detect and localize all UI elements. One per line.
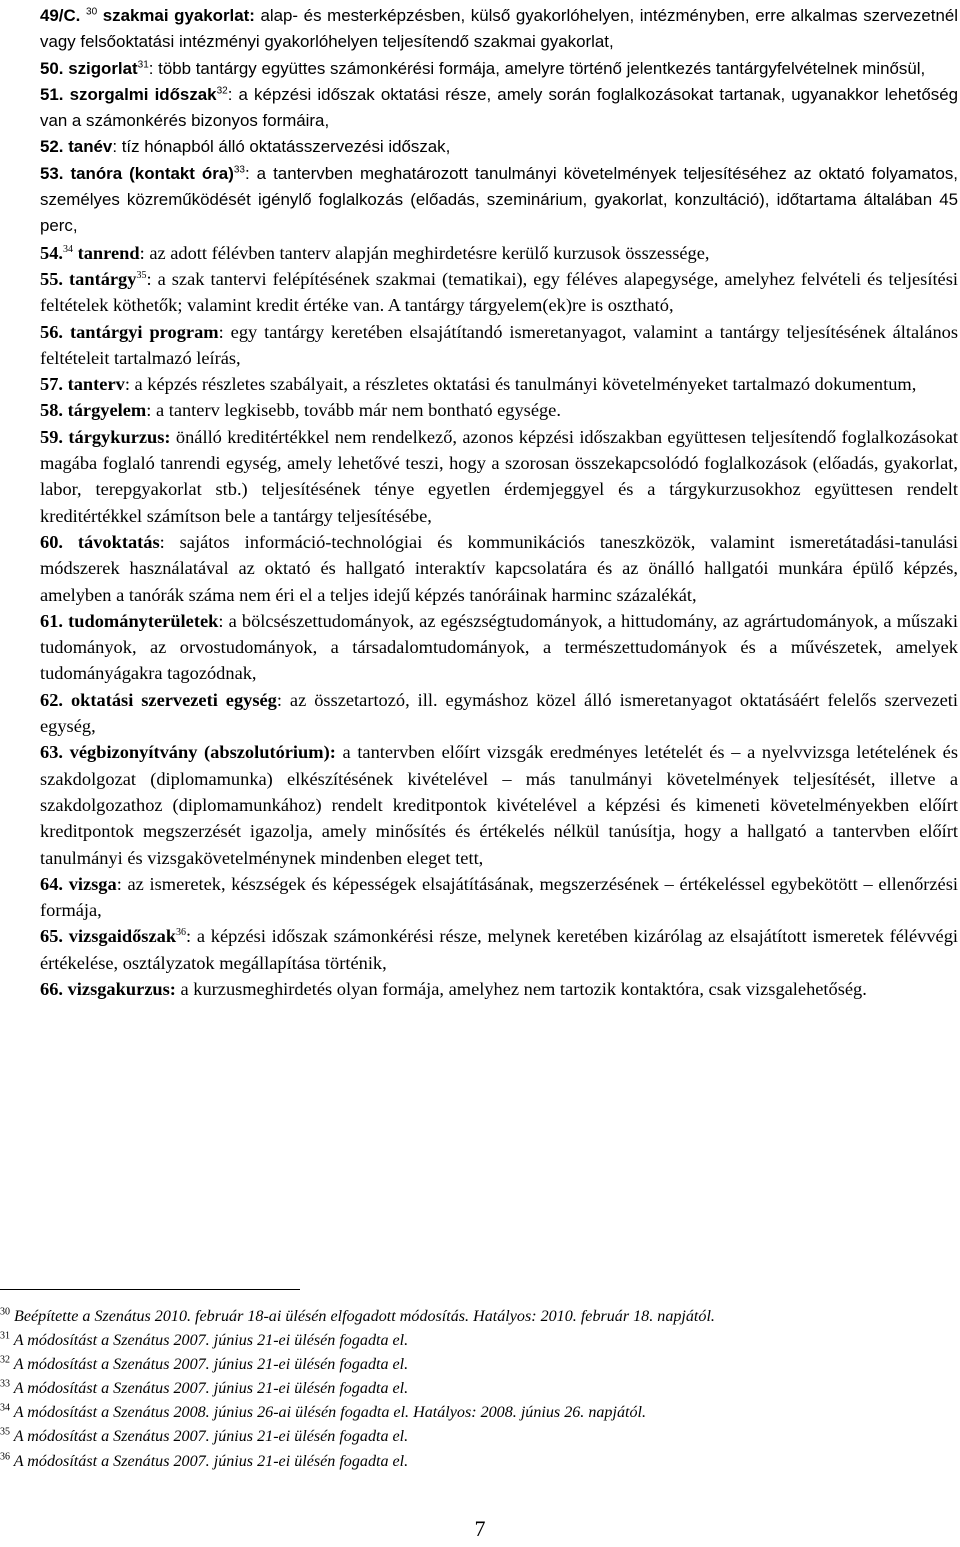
definition-entry [40,134,958,160]
footnote-ref: 36 [176,927,187,939]
definition-entry [40,161,958,240]
entry-number: 60. [40,531,63,552]
footnote-text: A módosítást a Szenátus 2007. június 21-ei ülésén fogadta el. [13,1380,409,1398]
entry-term: vizsgakurzus: [67,978,176,999]
footnote-text: A módosítást a Szenátus 2007. június 21-ei ülésén fogadta el. [13,1428,409,1446]
footnote-number: 30 [0,1306,10,1318]
entry-number: 52. [40,137,64,157]
entry-number: 51. [40,84,64,104]
footnote [0,1329,960,1353]
definition-entry [40,371,958,397]
footnote [0,1401,960,1425]
entry-text: : a bölcsészettudományok, az egészségtudományok, a hittudomány, az agrártudományok, a műszaki tudományok, az orvostudományok, a társadalomtudományok, a természettudományok és a művészetek, amelyek tudományágakra tagozódnak, [40,610,958,684]
footnote [0,1305,960,1329]
page-number: 7 [474,1516,486,1541]
entry-term: tárgyelem [67,400,147,421]
entry-text: a kurzusmeghirdetés olyan formája, amelyhez nem tartozik kontaktóra, csak vizsgalehetőség. [175,978,867,999]
definition-list [40,3,958,1002]
footnote-ref: 30 [86,6,98,18]
footnote-ref: 32 [216,85,228,97]
footnote-number: 31 [0,1330,10,1342]
entry-term: vizsga [68,873,117,894]
entry-term: tanrend [77,242,140,263]
footnote [0,1425,960,1449]
entry-text: : az összetartozó, ill. egymáshoz közel álló ismeretanyagot oktatásáért felelős szervezeti egység, [40,689,958,737]
entry-term: vizsgaidőszak [68,926,177,947]
entry-text: alap- és mesterképzésben, külső gyakorlóhelyen, intézményben, erre alkalmas szervezetnél vagy felsőoktatási intézményi gyakorlóhelyen teljesítendő szakmai gyakorlat, [40,6,959,52]
entry-text: : tíz hónapból álló oktatásszervezési időszak, [112,137,451,157]
entry-number: 66. [40,978,63,999]
entry-text: : a szak tantervi felépítésének szakmai (tematikai), egy féléves alapegysége, amelyhez felvételi és teljesítési feltételek köthetők; valamint kredit értéke van. A tantárgy tárgyelem(ek)re is osztható, [40,268,958,316]
footnote [0,1450,960,1474]
entry-number: 50. [40,58,64,78]
entry-term: szigorlat [68,58,138,78]
footnote-text: Beépítette a Szenátus 2010. február 18-ai ülésén elfogadott módosítás. Hatályos: 2010. február 18. napjától. [14,1308,715,1325]
entry-text: : az adott félévben tanterv alapján meghirdetésre kerülő kurzusok összessége, [139,242,710,263]
entry-text: : a képzés részletes szabályait, a részletes oktatási és tanulmányi követelményeket tartalmazó dokumentum, [124,374,917,395]
entry-term: oktatási szervezeti egység [70,689,277,710]
footnote-number: 35 [0,1427,10,1439]
entry-text: önálló kreditértékkel nem rendelkező, azonos képzési időszakban együttesen teljesítendő foglalkozásokat magába foglaló tanrendi egység, amely lehetővé teszi, hogy a szorosan összekapcsolódó foglalkozások (előadás, gyakorlat, labor, terepgyakorlat stb.) teljesítésének ténye egyetlen érdemjeggyel és a tárgykurzusokhoz együttesen rendelt kreditértékkel számítson bele a tantárgy teljesítésébe, [40,426,958,526]
definition-entry [40,687,958,740]
definition-entry [40,266,958,319]
footnote-separator [0,1289,300,1290]
definition-entry [40,3,958,56]
entry-number: 59. [40,426,63,447]
footnote [0,1377,960,1401]
definition-entry [40,424,958,529]
entry-number: 49/C. [40,6,81,25]
definition-entry [40,56,958,82]
entry-term: szakmai gyakorlat: [102,6,255,25]
definition-entry [40,82,958,135]
entry-text: : egy tantárgy keretében elsajátítandó ismeretanyagot, valamint a tantárgy teljesítésének általános feltételeit tartalmazó leírás, [40,321,958,368]
entry-term: tantárgyi program [69,321,219,342]
definition-entry [40,240,958,266]
entry-number: 64. [40,873,63,894]
entry-number: 55. [40,268,63,289]
entry-text: : sajátos információ-technológiai és kommunikációs taneszközök, valamint ismeretátadási-tanulási módszerek használatával az oktató és hallgató interaktív kapcsolatára és az önálló hallgatói munkára épülő képzés, amelyben a tanórák száma nem éri el a teljes idejű képzés tanóráinak harminc százalékát, [40,531,958,605]
entry-term: tanóra (kontakt óra) [70,163,234,183]
definition-entry [40,871,958,924]
definition-entry [40,976,958,1002]
footnote-number: 36 [0,1451,10,1463]
footnote-ref: 34 [63,243,73,255]
entry-term: tanév [68,137,113,157]
entry-number: 57. [40,374,63,395]
footnotes [0,1305,960,1474]
definition-entry [40,923,958,976]
entry-term: távoktatás [77,531,160,552]
entry-number: 61. [40,610,63,631]
definition-entry [40,319,958,372]
entry-text: : a képzési időszak számonkérési része, melynek keretében kizárólag az elsajátított ismeretek félévvégi értékelése, osztályzatok megállapítása történik, [40,926,958,973]
footnote-text: A módosítást a Szenátus 2007. június 21-ei ülésén fogadta el. [13,1332,409,1350]
entry-text: : az ismeretek, készségek és képességek elsajátításának, megszerzésének – értékeléssel egybekötött – ellenőrzési formája, [40,873,958,921]
entry-text: a tantervben előírt vizsgák eredményes letételét és – a nyelvvizsga letételének és szakdolgozat (diplomamunka) elkészítésének kivételével – más tanulmányi követelmények teljesítését, illetve a szakdolgozathoz (diplomamunkához) rendelt kreditpontok kivételével a képzési és kimeneti követelményekben előírt kreditpontok megszerzését igazolja, amely minősítés és értékelés nélkül tanúsítja, hogy a hallgató a tantervben előírt tanulmányi és vizsgakövetelménynek mindenben eleget tett, [40,742,959,868]
footnote-number: 34 [0,1403,10,1415]
footnote-ref: 33 [233,164,245,176]
entry-number: 53. [40,163,64,183]
footnote-number: 32 [0,1354,10,1366]
footnote-ref: 35 [136,269,147,281]
entry-term: végbizonyítvány (abszolutórium): [69,742,336,763]
definition-entry [40,529,958,608]
footnote-text: A módosítást a Szenátus 2007. június 21-ei ülésén fogadta el. [13,1452,409,1470]
entry-term: tantárgy [69,268,137,289]
entry-text: : több tantárgy együttes számonkérési formája, amelyre történő jelentkezés tantárgyfelvételnek minősül, [148,58,926,78]
entry-term: tudományterületek [68,610,219,631]
entry-term: szorgalmi időszak [69,84,217,104]
entry-number: 62. [40,689,63,710]
entry-text: : a képzési időszak oktatási része, amely során foglalkozásokat tartanak, ugyanakkor lehetőség van a számonkérés bizonyos formáira, [40,84,958,131]
entry-term: tárgykurzus: [68,426,171,447]
definition-entry [40,397,958,423]
footnote-ref: 31 [137,58,149,70]
footnote-number: 33 [0,1378,10,1390]
entry-term: tanterv [67,374,125,395]
entry-number: 58. [40,400,63,421]
entry-text: : a tantervben meghatározott tanulmányi követelmények teljesítéséhez az oktató folyamatos, személyes közreműködését igénylő foglalkozás (előadás, szeminárium, gyakorlat, konzultáció), időtartama általában 45 perc, [40,163,958,236]
footnote-text: A módosítást a Szenátus 2008. június 26-ai ülésén fogadta el. Hatályos: 2008. június 26. napjától. [13,1404,647,1422]
entry-number: 65. [40,926,63,947]
definition-entry [40,608,958,687]
footnote-text: A módosítást a Szenátus 2007. június 21-ei ülésén fogadta el. [13,1356,409,1374]
entry-number: 63. [40,742,63,763]
entry-text: : a tanterv legkisebb, tovább már nem bontható egysége. [146,400,561,421]
entry-number: 56. [40,321,63,342]
definition-entry [40,739,958,870]
footnote [0,1353,960,1377]
entry-number: 54. [40,242,63,263]
